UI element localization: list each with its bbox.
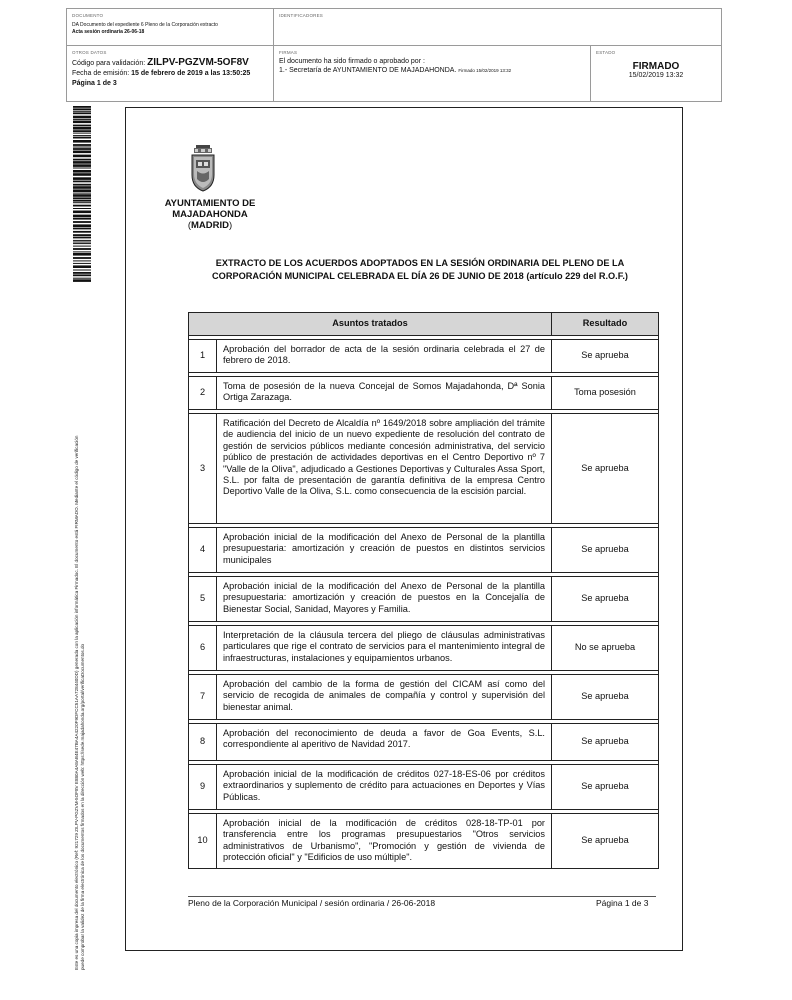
row-number: 2 [189, 377, 217, 410]
document-cell [67, 9, 274, 45]
document-title: EXTRACTO DE LOS ACUERDOS ADOPTADOS EN LA SESIÓN ORDINARIA DEL PLENO DE LA CORPORACIÓN MUNICIPAL CELEBRADA EL DÍA 26 DE JUNIO DE 2018 (artículo 229 del R.O.F.) [212, 258, 628, 281]
other-data-cell [67, 45, 274, 101]
row-topic: Toma de posesión de la nueva Concejal de Somos Majadahonda, Dª Sonia Ortiga Zarazaga. [217, 377, 552, 410]
table-row [189, 675, 659, 720]
row-result: Se aprueba [552, 577, 659, 622]
result-column-header: Resultado [552, 313, 659, 336]
row-topic: Aprobación inicial de la modificación del Anexo de Personal de la plantilla presupuestaria: amortización y creación de puestos en la Concejalía de Bienestar Social, Sanidad, Mayores y Familia. [217, 577, 552, 622]
identifiers-label: IDENTIFICADORES [279, 13, 324, 18]
row-topic: Aprobación inicial de la modificación de créditos 027-18-ES-06 por créditos extraordinarios y suplemento de crédito para actuaciones en Deportes y Vías Públicas. [217, 765, 552, 810]
footer-page-number: Página 1 de 3 [596, 898, 649, 908]
state-date: 15/02/2019 13:32 [628, 72, 684, 79]
verification-side-text: Este es una copia impresa del documento electrónico (Ref: 921729 ZILPV-PGZVM-5OF8V E880A4A8AB4E47BA4A4220F9DFCC51AA728440DD) generada con la aplicación informática Firmadoc. El documento está FIRMADO. Mediante el código de verificación puede comprobar la validez de la firma electrónica de los documentos firmados en la dirección web: https://sede.majadahonda.org/portal/verificaDocumentos.do [74, 435, 85, 970]
row-result: Se aprueba [552, 724, 659, 761]
table-row [189, 340, 659, 373]
row-result: No se aprueba [552, 626, 659, 671]
row-topic: Interpretación de la cláusula tercera del pliego de cláusulas administrativas particulares que rige el contrato de servicios para el mantenimiento integral de infraestructuras, instalaciones y equipamientos urbanos. [217, 626, 552, 671]
row-topic: Aprobación del cambio de la forma de gestión del CICAM así como del servicio de recogida de animales de compañía y control y supervisión del bienestar animal. [217, 675, 552, 720]
row-number: 5 [189, 577, 217, 622]
footer-divider [188, 896, 656, 897]
row-result: Se aprueba [552, 528, 659, 573]
topics-column-header: Asuntos tratados [189, 313, 552, 336]
state-label: ESTADO [596, 50, 616, 55]
row-number: 10 [189, 814, 217, 869]
row-result: Se aprueba [552, 814, 659, 869]
other-data-label: OTROS DATOS [72, 50, 107, 55]
row-result: Se aprueba [552, 675, 659, 720]
barcode-icon [73, 106, 91, 282]
table-row [189, 414, 659, 524]
organization-name: AYUNTAMIENTO DE MAJADAHONDA (MADRID) [164, 198, 256, 231]
row-result: Se aprueba [552, 765, 659, 810]
coat-of-arms-icon [190, 145, 216, 193]
row-number: 4 [189, 528, 217, 573]
table-row [189, 724, 659, 761]
document-label: DOCUMENTO [72, 13, 104, 18]
row-result: Toma posesión [552, 377, 659, 410]
footer-left-text: Pleno de la Corporación Municipal / sesión ordinaria / 26-06-2018 [188, 898, 436, 908]
row-topic: Ratificación del Decreto de Alcaldía nº 1649/2018 sobre ampliación del trámite de audiencia del inicio de un nuevo expediente de resolución del contrato de gestión de servicios públicos mediante concesión administrativa, del servicio público de prestación de actividades deportivas en el Centro Deportivo nº 7 "Valle de la Oliva", adjudicado a Gestiones Deportivas y Culturales Assa Sport, S.L. por falta de presentación de garantía definitiva de la empresa Centro Deportivo Valle de la Oliva, S.L. como consecuencia de la escisión parcial. [217, 414, 552, 524]
identifiers-cell [274, 9, 721, 45]
table-row [189, 765, 659, 810]
validation-code: Código para validación: ZILPV-PGZVM-5OF8V [72, 57, 249, 68]
table-header-row [189, 313, 659, 336]
signatures-label: FIRMAS [279, 50, 298, 55]
row-number: 9 [189, 765, 217, 810]
validation-code-value[interactable]: ZILPV-PGZVM-5OF8V [147, 57, 249, 68]
row-number: 8 [189, 724, 217, 761]
row-topic: Aprobación del reconocimiento de deuda a favor de Goa Events, S.L. correspondiente al aperitivo de Navidad 2017. [217, 724, 552, 761]
row-topic: Aprobación inicial de la modificación de créditos 028-18-TP-01 por transferencia entre los programas presupuestarios "Otros servicios administrativos de Urbanismo", "Promoción y gestión de vivienda de protección oficial" y "Edificios de uso múltiple". [217, 814, 552, 869]
page-info: Página 1 de 3 [72, 80, 117, 87]
row-number: 6 [189, 626, 217, 671]
table-row [189, 577, 659, 622]
table-row [189, 528, 659, 573]
agenda-table-body [189, 336, 659, 869]
row-topic: Aprobación inicial de la modificación del Anexo de Personal de la plantilla presupuestaria: amortización y creación de puestos en distintos servicios municipales [217, 528, 552, 573]
row-number: 7 [189, 675, 217, 720]
signatures-cell [274, 45, 591, 101]
table-row [189, 377, 659, 410]
agenda-table [188, 312, 659, 869]
state-cell [591, 45, 721, 101]
row-number: 1 [189, 340, 217, 373]
row-topic: Aprobación del borrador de acta de la sesión ordinaria celebrada el 27 de febrero de 2018. [217, 340, 552, 373]
state-value: FIRMADO [632, 61, 680, 72]
row-number: 3 [189, 414, 217, 524]
document-header [66, 8, 722, 102]
row-result: Se aprueba [552, 340, 659, 373]
signatures-intro: El documento ha sido firmado o aprobado por : [279, 58, 425, 65]
table-row [189, 626, 659, 671]
document-description: DA Documento del expediente 6 Pleno de la Corporación extracto Acta sesión ordinaria 26-06-18 [72, 22, 218, 35]
table-row [189, 814, 659, 869]
row-result: Se aprueba [552, 414, 659, 524]
emission-date: Fecha de emisión: 15 de febrero de 2019 a las 13:50:25 [72, 70, 251, 77]
signature-item: 1.- Secretaría de AYUNTAMIENTO DE MAJADAHONDA. Firmado 15/02/2019 13:32 [279, 67, 512, 74]
